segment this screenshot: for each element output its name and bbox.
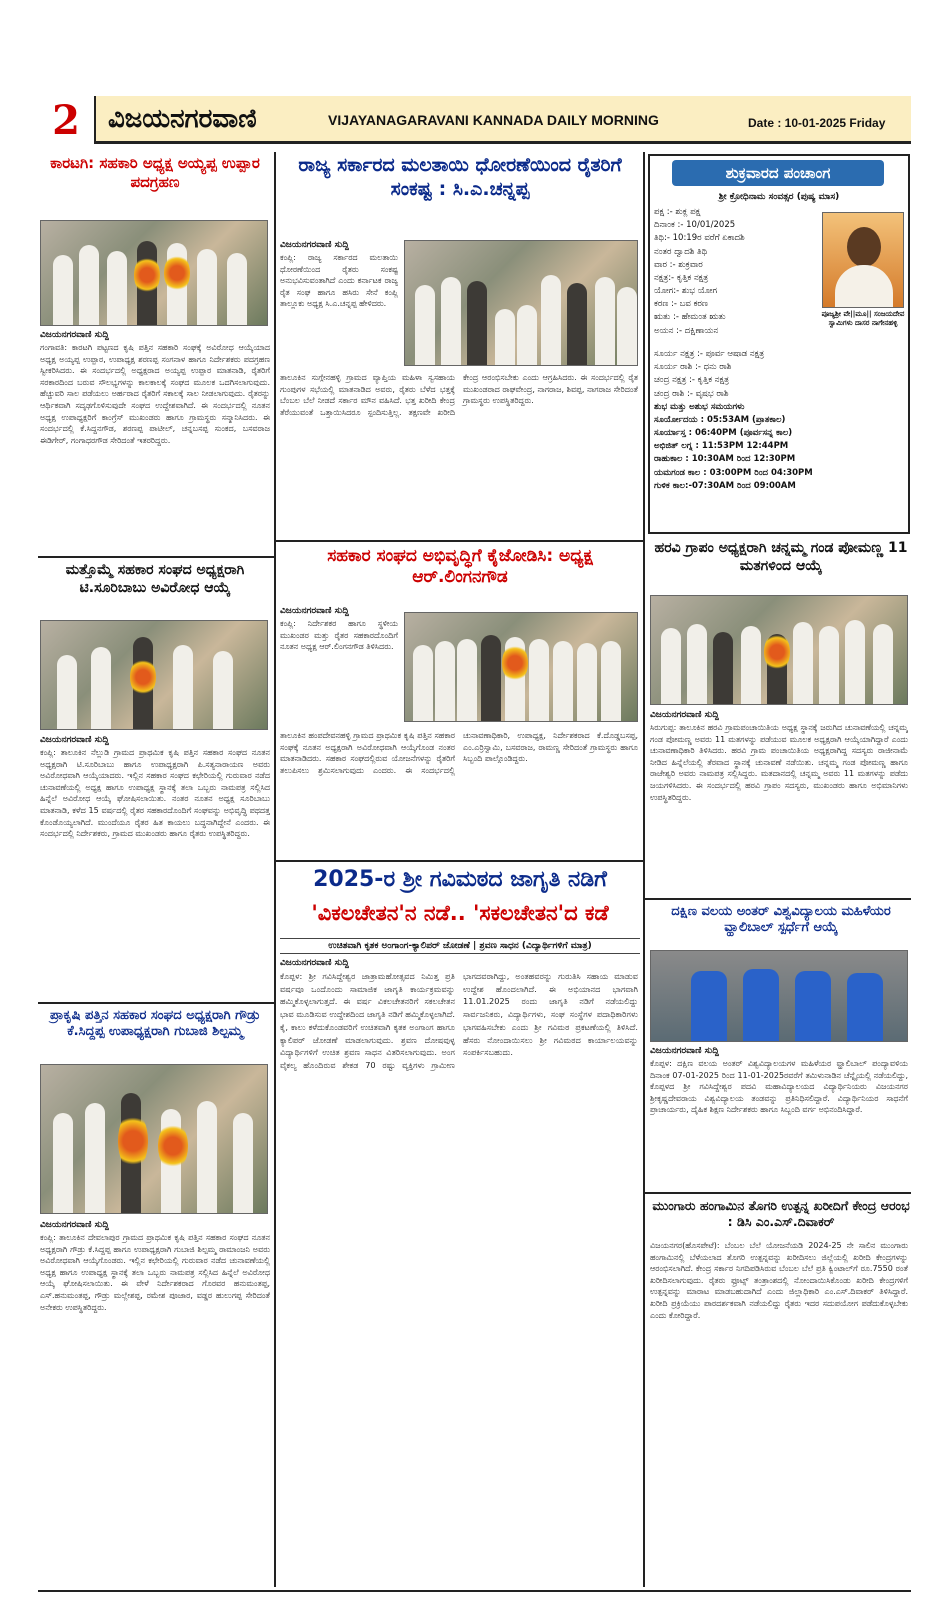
panchanga-row: ಚಂದ್ರ ರಾಶಿ :- ವೃಷಭ ರಾಶಿ xyxy=(654,388,729,399)
section-rule xyxy=(645,898,911,900)
byline: ವಿಜಯನಗರವಾಣಿ ಸುದ್ದಿ xyxy=(650,710,719,720)
masthead-title-english: VIJAYANAGARAVANI KANNADA DAILY MORNING xyxy=(328,112,659,128)
panchanga-row: ಅಯನ :- ದಕ್ಷಿಣಾಯನ xyxy=(654,325,719,336)
body-gubaji: ಕಂಪ್ಲಿ: ತಾಲೂಕಿನ ದೇವಲಾಪುರ ಗ್ರಾಮದ ಪ್ರಾಥಮಿಕ ಕೃಷಿ ಪತ್ತಿನ ಸಹಕಾರ ಸಂಘದ ನೂತನ ಅಧ್ಯಕ್ಷರಾಗಿ ಗೌಡ್ರು ಕೆ.ಸಿದ್ದಪ್ಪ ಹಾಗೂ ಉಪಾಧ್ಯಕ್ಷರಾಗಿ ಗುಬಾಜಿ ಶಿಲ್ಪಮ್ಮ ರಾಮಾಂಜನಿ ಅವರು ಅವಿರೋಧವಾಗಿ ಆಯ್ಕೆಗೊಂಡರು. ಇಲ್ಲಿನ ಕಛೇರಿಯಲ್ಲಿ ಗುರುವಾರ ನಡೆದ ಚುನಾವಣೆಯಲ್ಲಿ ಅಧ್ಯಕ್ಷ ಹಾಗೂ ಉಪಾಧ್ಯಕ್ಷ ಸ್ಥಾನಕ್ಕೆ ತಲಾ ಒಬ್ಬರು ನಾಮಪತ್ರ ಸಲ್ಲಿಸಿದ ಹಿನ್ನೆಲೆ ಅವಿರೋಧ ಆಯ್ಕೆ ಘೋಷಿಸಲಾಯಿತು. ಈ ವೇಳೆ ನಿರ್ದೇಶಕರಾದ ಗೊರವರ ಹನುಮಂತಪ್ಪ, ಎಸ್.ಹನುಮಂತಪ್ಪ, ಗೌಡ್ರು ಮಲ್ಲೇಶಪ್ಪ, ರಮೇಶ ಪೂಜಾರ, ವಡ್ಡರ ಹುಲುಗಪ್ಪ ಸೇರಿದಂತೆ ಅನೇಕರು ಉಪಸ್ಥಿತರಿದ್ದರು. xyxy=(40,1233,270,1312)
photo-chennappa xyxy=(404,240,638,366)
masthead xyxy=(38,96,911,144)
panchanga-row: ಋತು :- ಹೇಮಂತ ಋತು xyxy=(654,312,726,323)
body-chennappa: ತಾಲೂಕಿನ ಸುಗ್ಗೇನಹಳ್ಳಿ ಗ್ರಾಮದ ವ್ಯಾಪ್ತಿಯ ಮಹಿಳಾ ಸ್ವಸಹಾಯ ಗುಂಪುಗಳ ಸಭೆಯಲ್ಲಿ ಮಾತನಾಡಿದ ಅವರು, ರೈತರು ಬೆಳೆದ ಭತ್ತಕ್ಕೆ ಬೆಂಬಲ ಬೆಲೆ ನೀಡದೆ ಸರ್ಕಾರ ಮೌನ ವಹಿಸಿದೆ. ಭತ್ತ ಖರೀದಿ ಕೇಂದ್ರ ತೆರೆಯುವಂತೆ ಒತ್ತಾಯಿಸಿದರೂ ಸ್ಪಂದಿಸುತ್ತಿಲ್ಲ. ತಕ್ಷಣವೇ ಖರೀದಿ ಕೇಂದ್ರ ಆರಂಭಿಸಬೇಕು ಎಂದು ಆಗ್ರಹಿಸಿದರು. ಈ ಸಂದರ್ಭದಲ್ಲಿ ರೈತ ಮುಖಂಡರಾದ ರಾಘವೇಂದ್ರ, ನಾಗರಾಜ, ಶಿವಪ್ಪ, ನಾಗರಾಜ ಸೇರಿದಂತೆ ಗ್ರಾಮಸ್ಥರು ಉಪಸ್ಥಿತರಿದ್ದರು. xyxy=(280,373,638,417)
body-toggari: ವಿಜಯನಗರ(ಹೊಸಪೇಟೆ): ಬೆಂಬಲ ಬೆಲೆ ಯೋಜನೆಯಡಿ 2024-25 ನೇ ಸಾಲಿನ ಮುಂಗಾರು ಹಂಗಾಮಿನಲ್ಲಿ ಬೆಳೆಯಲಾದ ತೊಗರಿ ಉತ್ಪನ್ನವನ್ನು ಖರೀದಿಸಲು ಜಿಲ್ಲೆಯಲ್ಲಿ ಖರೀದಿ ಕೇಂದ್ರಗಳನ್ನು ಆರಂಭಿಸಲಾಗಿದೆ. ಕೇಂದ್ರ ಸರ್ಕಾರ ನಿಗದಿಪಡಿಸಿರುವ ಬೆಂಬಲ ಬೆಲೆ ಪ್ರತಿ ಕ್ವಿಂಟಾಲ್‌ಗೆ ರೂ.7550 ರಂತೆ ಖರೀದಿಸಲಾಗುವುದು. ರೈತರು ಫ್ರೂಟ್ಸ್ ತಂತ್ರಾಂಶದಲ್ಲಿ ನೋಂದಾಯಿಸಿಕೊಂಡು ಖರೀದಿ ಕೇಂದ್ರಗಳಿಗೆ ಉತ್ಪನ್ನವನ್ನು ಮಾರಾಟ ಮಾಡಬಹುದಾಗಿದೆ ಎಂದು ಜಿಲ್ಲಾಧಿಕಾರಿ ಎಂ.ಎಸ್.ದಿವಾಕರ್ ತಿಳಿಸಿದ್ದಾರೆ. ಖರೀದಿ ಪ್ರಕ್ರಿಯೆಯು ಪಾರದರ್ಶಕವಾಗಿ ನಡೆಯಲಿದ್ದು ರೈತರು ಇದರ ಸದುಪಯೋಗ ಪಡೆದುಕೊಳ್ಳಬೇಕು ಎಂದು ಕೋರಿದ್ದಾರೆ. xyxy=(650,1241,908,1320)
headline-volleyball: ದಕ್ಷಿಣ ವಲಯ ಅಂತರ್ ವಿಶ್ವವಿದ್ಯಾಲಯ ಮಹಿಳೆಯರ ವ್ಹಾಲಿಬಾಲ್ ಸ್ಪರ್ಧೆಗೆ ಆಯ್ಕೆ xyxy=(671,904,891,936)
priest-body-shape xyxy=(835,265,893,308)
panchanga-row: ಸೂರ್ಯಾಸ್ತ : 06:40PM (ಪೂರ್ವಸನ್ನ ಕಾಲ) xyxy=(654,428,793,439)
panchanga-row: ಸೂರ್ಯ ನಕ್ಷತ್ರ :- ಪೂರ್ವ ಆಷಾಡ ನಕ್ಷತ್ರ xyxy=(654,349,765,359)
section-rule xyxy=(645,1192,911,1194)
section-rule xyxy=(276,860,643,862)
panchanga-rows xyxy=(654,206,814,338)
priest-caption: ಪೂಜ್ಯಶ್ರೀ ವೇ||ಮೂ|| ಸಂಜಯದೇವ ಸ್ವಾಮಿಗಳು ದಾಸರ ನಾಗೇನಹಳ್ಳಿ xyxy=(821,310,905,328)
photo-volleyball xyxy=(650,950,908,1042)
panchanga-row: ವಾರ :- ಶುಕ್ರವಾರ xyxy=(654,259,703,270)
photo-priest xyxy=(822,212,904,308)
headline-chennappa: ರಾಜ್ಯ ಸರ್ಕಾರದ ಮಲತಾಯಿ ಧೋರಣೆಯಿಂದ ರೈತರಿಗೆ ಸಂಕಷ್ಟ : ಸಿ.ಎ.ಚನ್ನಪ್ಪ xyxy=(298,154,622,200)
body-gavimath: ಕೊಪ್ಪಳ: ಶ್ರೀ ಗವಿಸಿದ್ದೇಶ್ವರ ಜಾತ್ರಾಮಹೋತ್ಸವದ ನಿಮಿತ್ತ ಪ್ರತಿ ವರ್ಷವೂ ಒಂದೊಂದು ಸಾಮಾಜಿಕ ಜಾಗೃತಿ ಕಾರ್ಯಕ್ರಮವನ್ನು ಹಮ್ಮಿಕೊಳ್ಳಲಾಗುತ್ತದೆ. ಈ ವರ್ಷ ವಿಕಲಚೇತನರಿಗೆ ಸಕಲಚೇತನ ಭಾವ ಮೂಡಿಸುವ ಉದ್ದೇಶದಿಂದ ಜಾಗೃತಿ ನಡಿಗೆ ಹಮ್ಮಿಕೊಳ್ಳಲಾಗಿದೆ. ಕೈ, ಕಾಲು ಕಳೆದುಕೊಂಡವರಿಗೆ ಉಚಿತವಾಗಿ ಕೃತಕ ಅಂಗಾಂಗ ಹಾಗೂ ಕ್ಯಾಲಿಪರ್ ಜೋಡಣೆ ಮಾಡಲಾಗುವುದು. ಶ್ರವಣ ದೋಷವುಳ್ಳ ವಿದ್ಯಾರ್ಥಿಗಳಿಗೆ ಉಚಿತ ಶ್ರವಣ ಸಾಧನ ವಿತರಿಸಲಾಗುವುದು. ಅಂಗ ವೈಕಲ್ಯ ಹೊಂದಿರುವ ಶೇಕಡ 70 ರಷ್ಟು ವ್ಯಕ್ತಿಗಳು ಗ್ರಾಮೀಣ ಭಾಗದವರಾಗಿದ್ದು, ಅಂತಹವರನ್ನು ಗುರುತಿಸಿ ಸಹಾಯ ಮಾಡುವ ಉದ್ದೇಶ ಹೊಂದಲಾಗಿದೆ. ಈ ಅಭಿಯಾನದ ಭಾಗವಾಗಿ 11.01.2025 ರಂದು ಜಾಗೃತಿ ನಡಿಗೆ ನಡೆಯಲಿದ್ದು ಸಾರ್ವಜನಿಕರು, ವಿದ್ಯಾರ್ಥಿಗಳು, ಸಂಘ ಸಂಸ್ಥೆಗಳ ಪದಾಧಿಕಾರಿಗಳು ಭಾಗವಹಿಸಬೇಕು ಎಂದು ಶ್ರೀ ಗವಿಮಠ ಪ್ರಕಟಣೆಯಲ್ಲಿ ತಿಳಿಸಿದೆ. ಹೆಸರು ನೋಂದಾಯಿಸಲು ಶ್ರೀ ಗವಿಮಠದ ಕಾರ್ಯಾಲಯವನ್ನು ಸಂಪರ್ಕಿಸಬಹುದು. xyxy=(280,971,638,1070)
subhead-gavimath: ಉಚಿತವಾಗಿ ಕೃತಕ ಅಂಗಾಂಗ-ಕ್ಯಾಲಿಪರ್ ಜೋಡಣೆ | ಶ್ರವಣ ಸಾಧನ (ವಿದ್ಯಾರ್ಥಿಗಳಿಗೆ ಮಾತ್ರ) xyxy=(280,938,640,954)
panchanga-row: ಯಮಗಂಡ ಕಾಲ : 03:00PM ರಿಂದ 04:30PM xyxy=(654,467,813,478)
panchanga-row: ಕರಣ :- ಬವ ಕರಣ xyxy=(654,299,708,310)
panchanga-row: ಸೂರ್ಯೋದಯ : 05:53AM (ಪ್ರಾತಕಾಲ) xyxy=(654,414,786,425)
panchanga-row: ನಂತರ ದ್ವಾದಶಿ ತಿಥಿ xyxy=(654,246,708,257)
panchanga-title: ಶುಕ್ರವಾರದ ಪಂಚಾಂಗ xyxy=(672,160,884,186)
section-rule xyxy=(276,540,643,542)
byline: ವಿಜಯನಗರವಾಣಿ ಸುದ್ದಿ xyxy=(40,330,109,340)
byline: ವಿಜಯನಗರವಾಣಿ ಸುದ್ದಿ xyxy=(40,735,109,745)
section-rule xyxy=(38,1002,274,1004)
column-divider xyxy=(643,152,645,1587)
panchanga-row: ಚಂದ್ರ ನಕ್ಷತ್ರ :- ಕೃತ್ತಿಕ ನಕ್ಷತ್ರ xyxy=(654,375,729,386)
byline: ವಿಜಯನಗರವಾಣಿ ಸುದ್ದಿ xyxy=(280,606,349,616)
headline-chennamma: ಹರವಿ ಗ್ರಾಪಂ ಅಧ್ಯಕ್ಷರಾಗಿ ಚನ್ನಮ್ಮ ಗಂಡ ಪೋಮಣ್ಣ 11 ಮತಗಳಿಂದ ಆಯ್ಕೆ xyxy=(654,540,908,574)
page-number: 2 xyxy=(38,96,96,144)
photo-gubaji xyxy=(40,1064,268,1214)
headline-gavimath-line1: 2025-ರ ಶ್ರೀ ಗವಿಮಠದ ಜಾಗೃತಿ ನಡಿಗೆ xyxy=(313,867,607,892)
byline: ವಿಜಯನಗರವಾಣಿ ಸುದ್ದಿ xyxy=(280,240,349,250)
body-suribabu: ಕಂಪ್ಲಿ: ತಾಲೂಕಿನ ನೆಲ್ಲುಡಿ ಗ್ರಾಮದ ಪ್ರಾಥಮಿಕ ಕೃಷಿ ಪತ್ತಿನ ಸಹಕಾರ ಸಂಘದ ನೂತನ ಅಧ್ಯಕ್ಷರಾಗಿ ಟಿ.ಸೂರಿಬಾಬು ಹಾಗೂ ಉಪಾಧ್ಯಕ್ಷರಾಗಿ ಪಿ.ಸತ್ಯನಾರಾಯಣ ಅವರು ಅವಿರೋಧವಾಗಿ ಆಯ್ಕೆಯಾದರು. ಇಲ್ಲಿನ ಸಹಕಾರ ಸಂಘದ ಕಛೇರಿಯಲ್ಲಿ ಗುರುವಾರ ನಡೆದ ಚುನಾವಣೆಯಲ್ಲಿ ಅಧ್ಯಕ್ಷ ಹಾಗೂ ಉಪಾಧ್ಯಕ್ಷ ಸ್ಥಾನಕ್ಕೆ ತಲಾ ಒಬ್ಬರು ನಾಮಪತ್ರ ಸಲ್ಲಿಸಿದ ಹಿನ್ನೆಲೆ ಅವಿರೋಧ ಆಯ್ಕೆ ಘೋಷಿಸಲಾಯಿತು. ನಂತರ ನೂತನ ಅಧ್ಯಕ್ಷ ಸೂರಿಬಾಬು ಮಾತನಾಡಿ, ಕಳೆದ 15 ವರ್ಷದಲ್ಲಿ ರೈತರ ಸಹಕಾರದೊಂದಿಗೆ ಸಂಘವನ್ನು ಅಭಿವೃದ್ಧಿ ಪಥದತ್ತ ಕೊಂಡೊಯ್ಯಲಾಗಿದೆ. ಮುಂದೆಯೂ ರೈತರ ಹಿತ ಕಾಯಲು ಬದ್ಧನಾಗಿದ್ದೇನೆ ಎಂದರು. ಈ ಸಂದರ್ಭದಲ್ಲಿ ನಿರ್ದೇಶಕರು, ಗ್ರಾಮದ ಮುಖಂಡರು ಹಾಗೂ ರೈತರು ಉಪಸ್ಥಿತರಿದ್ದರು. xyxy=(40,748,270,839)
byline: ವಿಜಯನಗರವಾಣಿ ಸುದ್ದಿ xyxy=(40,1220,109,1230)
headline-karatagi: ಕಾರಟಗಿ: ಸಹಕಾರಿ ಅಧ್ಯಕ್ಷ ಅಯ್ಯಪ್ಪ ಉಪ್ಪಾರ ಪದಗ್ರಹಣ xyxy=(50,154,260,191)
column-divider xyxy=(274,152,276,1587)
photo-chennamma xyxy=(650,595,908,705)
panchanga-row: ತಿಥಿ:- 10:19ರ ವರೆಗೆ ಏಕಾದಶಿ xyxy=(654,233,745,244)
photo-lingana-gowda xyxy=(404,612,638,722)
body-volleyball: ಕೊಪ್ಪಳ: ದಕ್ಷಿಣ ವಲಯ ಅಂತರ್ ವಿಶ್ವವಿದ್ಯಾಲಯಗಳ ಮಹಿಳೆಯರ ವ್ಹಾಲಿಬಾಲ್ ಪಂದ್ಯಾವಳಿಯ ದಿನಾಂಕ 07-01-2025 ರಿಂದ 11-01-2025ರವರೆಗೆ ತಮಿಳುನಾಡಿನ ಚೆನ್ನೈಯಲ್ಲಿ ನಡೆಯಲಿದ್ದು, ಕೊಪ್ಪಳದ ಶ್ರೀ ಗವಿಸಿದ್ದೇಶ್ವರ ಪದವಿ ಮಹಾವಿದ್ಯಾಲಯದ ವಿದ್ಯಾರ್ಥಿನಿಯರು ವಿಜಯನಗರ ಶ್ರೀಕೃಷ್ಣದೇವರಾಯ ವಿಶ್ವವಿದ್ಯಾಲಯ ತಂಡವನ್ನು ಪ್ರತಿನಿಧಿಸಲಿದ್ದಾರೆ. ವಿದ್ಯಾರ್ಥಿನಿಯರ ಸಾಧನೆಗೆ ಪ್ರಾಚಾರ್ಯರು, ದೈಹಿಕ ಶಿಕ್ಷಣ ನಿರ್ದೇಶಕರು ಹಾಗೂ ಸಿಬ್ಬಂದಿ ವರ್ಗ ಅಭಿನಂದಿಸಿದ್ದಾರೆ. xyxy=(650,1059,908,1115)
panchanga-row: ಅಭಿಜಿತ್ ಲಗ್ನ : 11:53PM 12:44PM xyxy=(654,441,789,452)
panchanga-row: ನಕ್ಷತ್ರ:- ಕೃತ್ತಿಕ ನಕ್ಷತ್ರ xyxy=(654,272,709,283)
photo-suribabu xyxy=(40,620,268,730)
headline-suribabu: ಮತ್ತೊಮ್ಮೆ ಸಹಕಾರ ಸಂಘದ ಅಧ್ಯಕ್ಷರಾಗಿ ಟಿ.ಸೂರಿಬಾಬು ಅವಿರೋಧ ಆಯ್ಕೆ xyxy=(65,562,245,596)
masthead-date: Date : 10-01-2025 Friday xyxy=(748,116,886,130)
section-rule xyxy=(38,556,274,558)
panchanga-row: ದಿನಾಂಕ :- 10/01/2025 xyxy=(654,220,736,231)
body-karatagi: ಗಂಗಾವತಿ: ಕಾರಟಗಿ ಪಟ್ಟಣದ ಕೃಷಿ ಪತ್ತಿನ ಸಹಕಾರಿ ಸಂಘಕ್ಕೆ ಅವಿರೋಧ ಆಯ್ಕೆಯಾದ ಅಧ್ಯಕ್ಷ ಅಯ್ಯಪ್ಪ ಉಪ್ಪಾರ, ಉಪಾಧ್ಯಕ್ಷ ಶರಣಪ್ಪ ಸಂಗನಾಳ ಹಾಗೂ ನಿರ್ದೇಶಕರು ಪದಗ್ರಹಣ ಸ್ವೀಕರಿಸಿದರು. ಈ ಸಂದರ್ಭದಲ್ಲಿ ಅಧ್ಯಕ್ಷರಾದ ಅಯ್ಯಪ್ಪ ಉಪ್ಪಾರ ಮಾತನಾಡಿ, ರೈತರಿಗೆ ಸರಕಾರದಿಂದ ಬರುವ ಸೌಲಭ್ಯಗಳನ್ನು ಕಾಲಕಾಲಕ್ಕೆ ಸಂಘದ ಮೂಲಕ ಒದಗಿಸಲಾಗುವುದು. ಹೆಚ್ಚುವರಿ ಸಾಲ ಪಡೆಯಲು ಅರ್ಹರಾದ ರೈತರಿಗೆ ಸಕಾಲಕ್ಕೆ ಸಾಲ ನೀಡಲಾಗುವುದು. ರೈತರನ್ನು ಆರ್ಥಿಕವಾಗಿ ಸದೃಢಗೊಳಿಸುವುದೇ ಸಂಘದ ಉದ್ದೇಶವಾಗಿದೆ. ಈ ಸಂದರ್ಭದಲ್ಲಿ ನೂತನ ಅಧ್ಯಕ್ಷ ಉಪಾಧ್ಯಕ್ಷರಿಗೆ ಕಾಂಗ್ರೆಸ್ ಮುಖಂಡರು ಹಾಗೂ ಗ್ರಾಮಸ್ಥರು ಸನ್ಮಾನಿಸಿದರು. ಈ ಸಂದರ್ಭದಲ್ಲಿ ಕೆ.ಸಿದ್ದನಗೌಡ, ಶರಣಪ್ಪ ಪಾಟೀಲ್, ಚನ್ನಬಸಪ್ಪ ಸುಂಕದ, ಬಸವರಾಜ ಈಡಿಗೇರ್, ಗಂಗಾಧರಗೌಡ ಸೇರಿದಂತೆ ಇತರರಿದ್ದರು. xyxy=(40,343,270,445)
byline: ವಿಜಯನಗರವಾಣಿ ಸುದ್ದಿ xyxy=(650,1046,719,1056)
body-chennappa-top: ಕಂಪ್ಲಿ: ರಾಜ್ಯ ಸರ್ಕಾರದ ಮಲತಾಯಿ ಧೋರಣೆಯಿಂದ ರೈತರು ಸಂಕಷ್ಟ ಅನುಭವಿಸುವಂತಾಗಿದೆ ಎಂದು ಕರ್ನಾಟಕ ರಾಜ್ಯ ರೈತ ಸಂಘ ಹಾಗೂ ಹಸಿರು ಸೇನೆ ಕಂಪ್ಲಿ ತಾಲ್ಲೂಕು ಅಧ್ಯಕ್ಷ ಸಿ.ಎ.ಚನ್ನಪ್ಪ ಹೇಳಿದರು. xyxy=(280,253,398,309)
footer-rule xyxy=(38,1590,911,1592)
headline-toggari: ಮುಂಗಾರು ಹಂಗಾಮಿನ ತೊಗರಿ ಉತ್ಪನ್ನ ಖರೀದಿಗೆ ಕೇಂದ್ರ ಆರಂಭ : ಡಿಸಿ ಎಂ.ಎಸ್.ದಿವಾಕರ್ xyxy=(652,1198,910,1229)
panchanga-row: ಗುಳಿಕ ಕಾಲ:-07:30AM ರಿಂದ 09:00AM xyxy=(654,480,796,491)
panchanga-rows-lower xyxy=(654,348,904,493)
panchanga-row: ಶುಭ ಮತ್ತು ಅಶುಭ ಸಮಯಗಳು xyxy=(654,401,745,412)
masthead-title-kannada: ವಿಜಯನಗರವಾಣಿ xyxy=(108,104,257,134)
headline-lingana-gowda: ಸಹಕಾರ ಸಂಘದ ಅಭಿವೃದ್ಧಿಗೆ ಕೈಜೋಡಿಸಿ: ಅಧ್ಯಕ್ಷ ಆರ್.ಲಿಂಗನಗೌಡ xyxy=(327,546,593,588)
panchanga-row: ರಾಹುಕಾಲ : 10:30AM ರಿಂದ 12:30PM xyxy=(654,454,796,465)
priest-head-shape xyxy=(847,227,881,267)
photo-karatagi xyxy=(40,220,268,326)
body-lingana-gowda: ತಾಲೂಕಿನ ಹಂಪದೇವನಹಳ್ಳಿ ಗ್ರಾಮದ ಪ್ರಾಥಮಿಕ ಕೃಷಿ ಪತ್ತಿನ ಸಹಕಾರ ಸಂಘಕ್ಕೆ ನೂತನ ಅಧ್ಯಕ್ಷರಾಗಿ ಅವಿರೋಧವಾಗಿ ಆಯ್ಕೆಗೊಂಡ ನಂತರ ಮಾತನಾಡಿದರು. ಸಹಕಾರ ಸಂಘದಲ್ಲಿರುವ ಯೋಜನೆಗಳನ್ನು ರೈತರಿಗೆ ತಲುಪಿಸಲು ಶ್ರಮಿಸಲಾಗುವುದು ಎಂದರು. ಈ ಸಂದರ್ಭದಲ್ಲಿ ಚುನಾವಣಾಧಿಕಾರಿ, ಉಪಾಧ್ಯಕ್ಷ, ನಿರ್ದೇಶಕರಾದ ಕೆ.ದೊಡ್ಡಬಸಪ್ಪ, ಎಂ.ಎರ್ರಿಸ್ವಾಮಿ, ಬಸವರಾಜ, ರಾಮಣ್ಣ ಸೇರಿದಂತೆ ಗ್ರಾಮಸ್ಥರು ಹಾಗೂ ಸಿಬ್ಬಂದಿ ಪಾಲ್ಗೊಂಡಿದ್ದರು. xyxy=(280,731,638,775)
headline-gubaji: ಪ್ರಾಕೃಷಿ ಪತ್ತಿನ ಸಹಕಾರ ಸಂಘದ ಅಧ್ಯಕ್ಷರಾಗಿ ಗೌಡ್ರು ಕೆ.ಸಿದ್ದಪ್ಪ ಉಪಾಧ್ಯಕ್ಷರಾಗಿ ಗುಬಾಜಿ ಶಿಲ್ಪಮ್ಮ xyxy=(49,1008,260,1040)
body-lingana-gowda-top: ಕಂಪ್ಲಿ: ನಿರ್ದೇಶಕರ ಹಾಗೂ ಸ್ಥಳೀಯ ಮುಖಂಡರ ಮತ್ತು ರೈತರ ಸಹಕಾರದೊಂದಿಗೆ ನೂತನ ಅಧ್ಯಕ್ಷ ಆರ್.ಲಿಂಗನಗೌಡ ತಿಳಿಸಿದರು. xyxy=(280,619,398,652)
panchanga-samvatsara: ಶ್ರೀ ಕ್ರೋಧಿನಾಮ ಸಂವತ್ಸರ (ಪುಷ್ಯ ಮಾಸ) xyxy=(718,192,840,202)
panchanga-row: ಸೂರ್ಯ ರಾಶಿ :- ಧನು ರಾಶಿ xyxy=(654,362,732,373)
panchanga-row: ಯೋಗ:- ಶುಭ ಯೋಗ xyxy=(654,286,718,297)
body-chennamma: ಸಿರುಗುಪ್ಪ: ತಾಲೂಕಿನ ಹರವಿ ಗ್ರಾಮಪಂಚಾಯಿತಿಯ ಅಧ್ಯಕ್ಷ ಸ್ಥಾನಕ್ಕೆ ಜರುಗಿದ ಚುನಾವಣೆಯಲ್ಲಿ ಚನ್ನಮ್ಮ ಗಂಡ ಪೋಮಣ್ಣ ಅವರು 11 ಮತಗಳನ್ನು ಪಡೆಯುವ ಮೂಲಕ ಅಧ್ಯಕ್ಷರಾಗಿ ಆಯ್ಕೆಯಾಗಿದ್ದಾರೆ ಎಂದು ಚುನಾವಣಾಧಿಕಾರಿ ತಿಳಿಸಿದರು. ಹರವಿ ಗ್ರಾಮ ಪಂಚಾಯಿತಿಯ ಅಧ್ಯಕ್ಷರಾಗಿದ್ದ ಸದಸ್ಯರು ರಾಜೀನಾಮೆ ನೀಡಿದ ಹಿನ್ನೆಲೆಯಲ್ಲಿ ತೆರವಾದ ಸ್ಥಾನಕ್ಕೆ ಚುನಾವಣೆ ನಡೆಯಿತು. ಚನ್ನಮ್ಮ ಗಂಡ ಪೋಮಣ್ಣ ಹಾಗೂ ರಾಜೇಶ್ವರಿ ಅವರು ನಾಮಪತ್ರ ಸಲ್ಲಿಸಿದ್ದರು. ಮತದಾನದಲ್ಲಿ ಚನ್ನಮ್ಮ ಅವರು 11 ಮತಗಳನ್ನು ಪಡೆದು ಜಯಗಳಿಸಿದರು. ಈ ಸಂದರ್ಭದಲ್ಲಿ ಹರವಿ ಗ್ರಾಪಂ ಸದಸ್ಯರು, ಮುಖಂಡರು ಹಾಗೂ ಅಭಿಮಾನಿಗಳು ಉಪಸ್ಥಿತರಿದ್ದರು. xyxy=(650,723,908,802)
byline: ವಿಜಯನಗರವಾಣಿ ಸುದ್ದಿ xyxy=(280,958,349,968)
panchanga-row: ಪಕ್ಷ :- ಶುಕ್ಲ ಪಕ್ಷ xyxy=(654,207,701,217)
headline-gavimath-line2: 'ವಿಕಲಚೇತನ'ನ ನಡೆ.. 'ಸಕಲಚೇತನ'ದ ಕಡೆ xyxy=(311,901,609,925)
